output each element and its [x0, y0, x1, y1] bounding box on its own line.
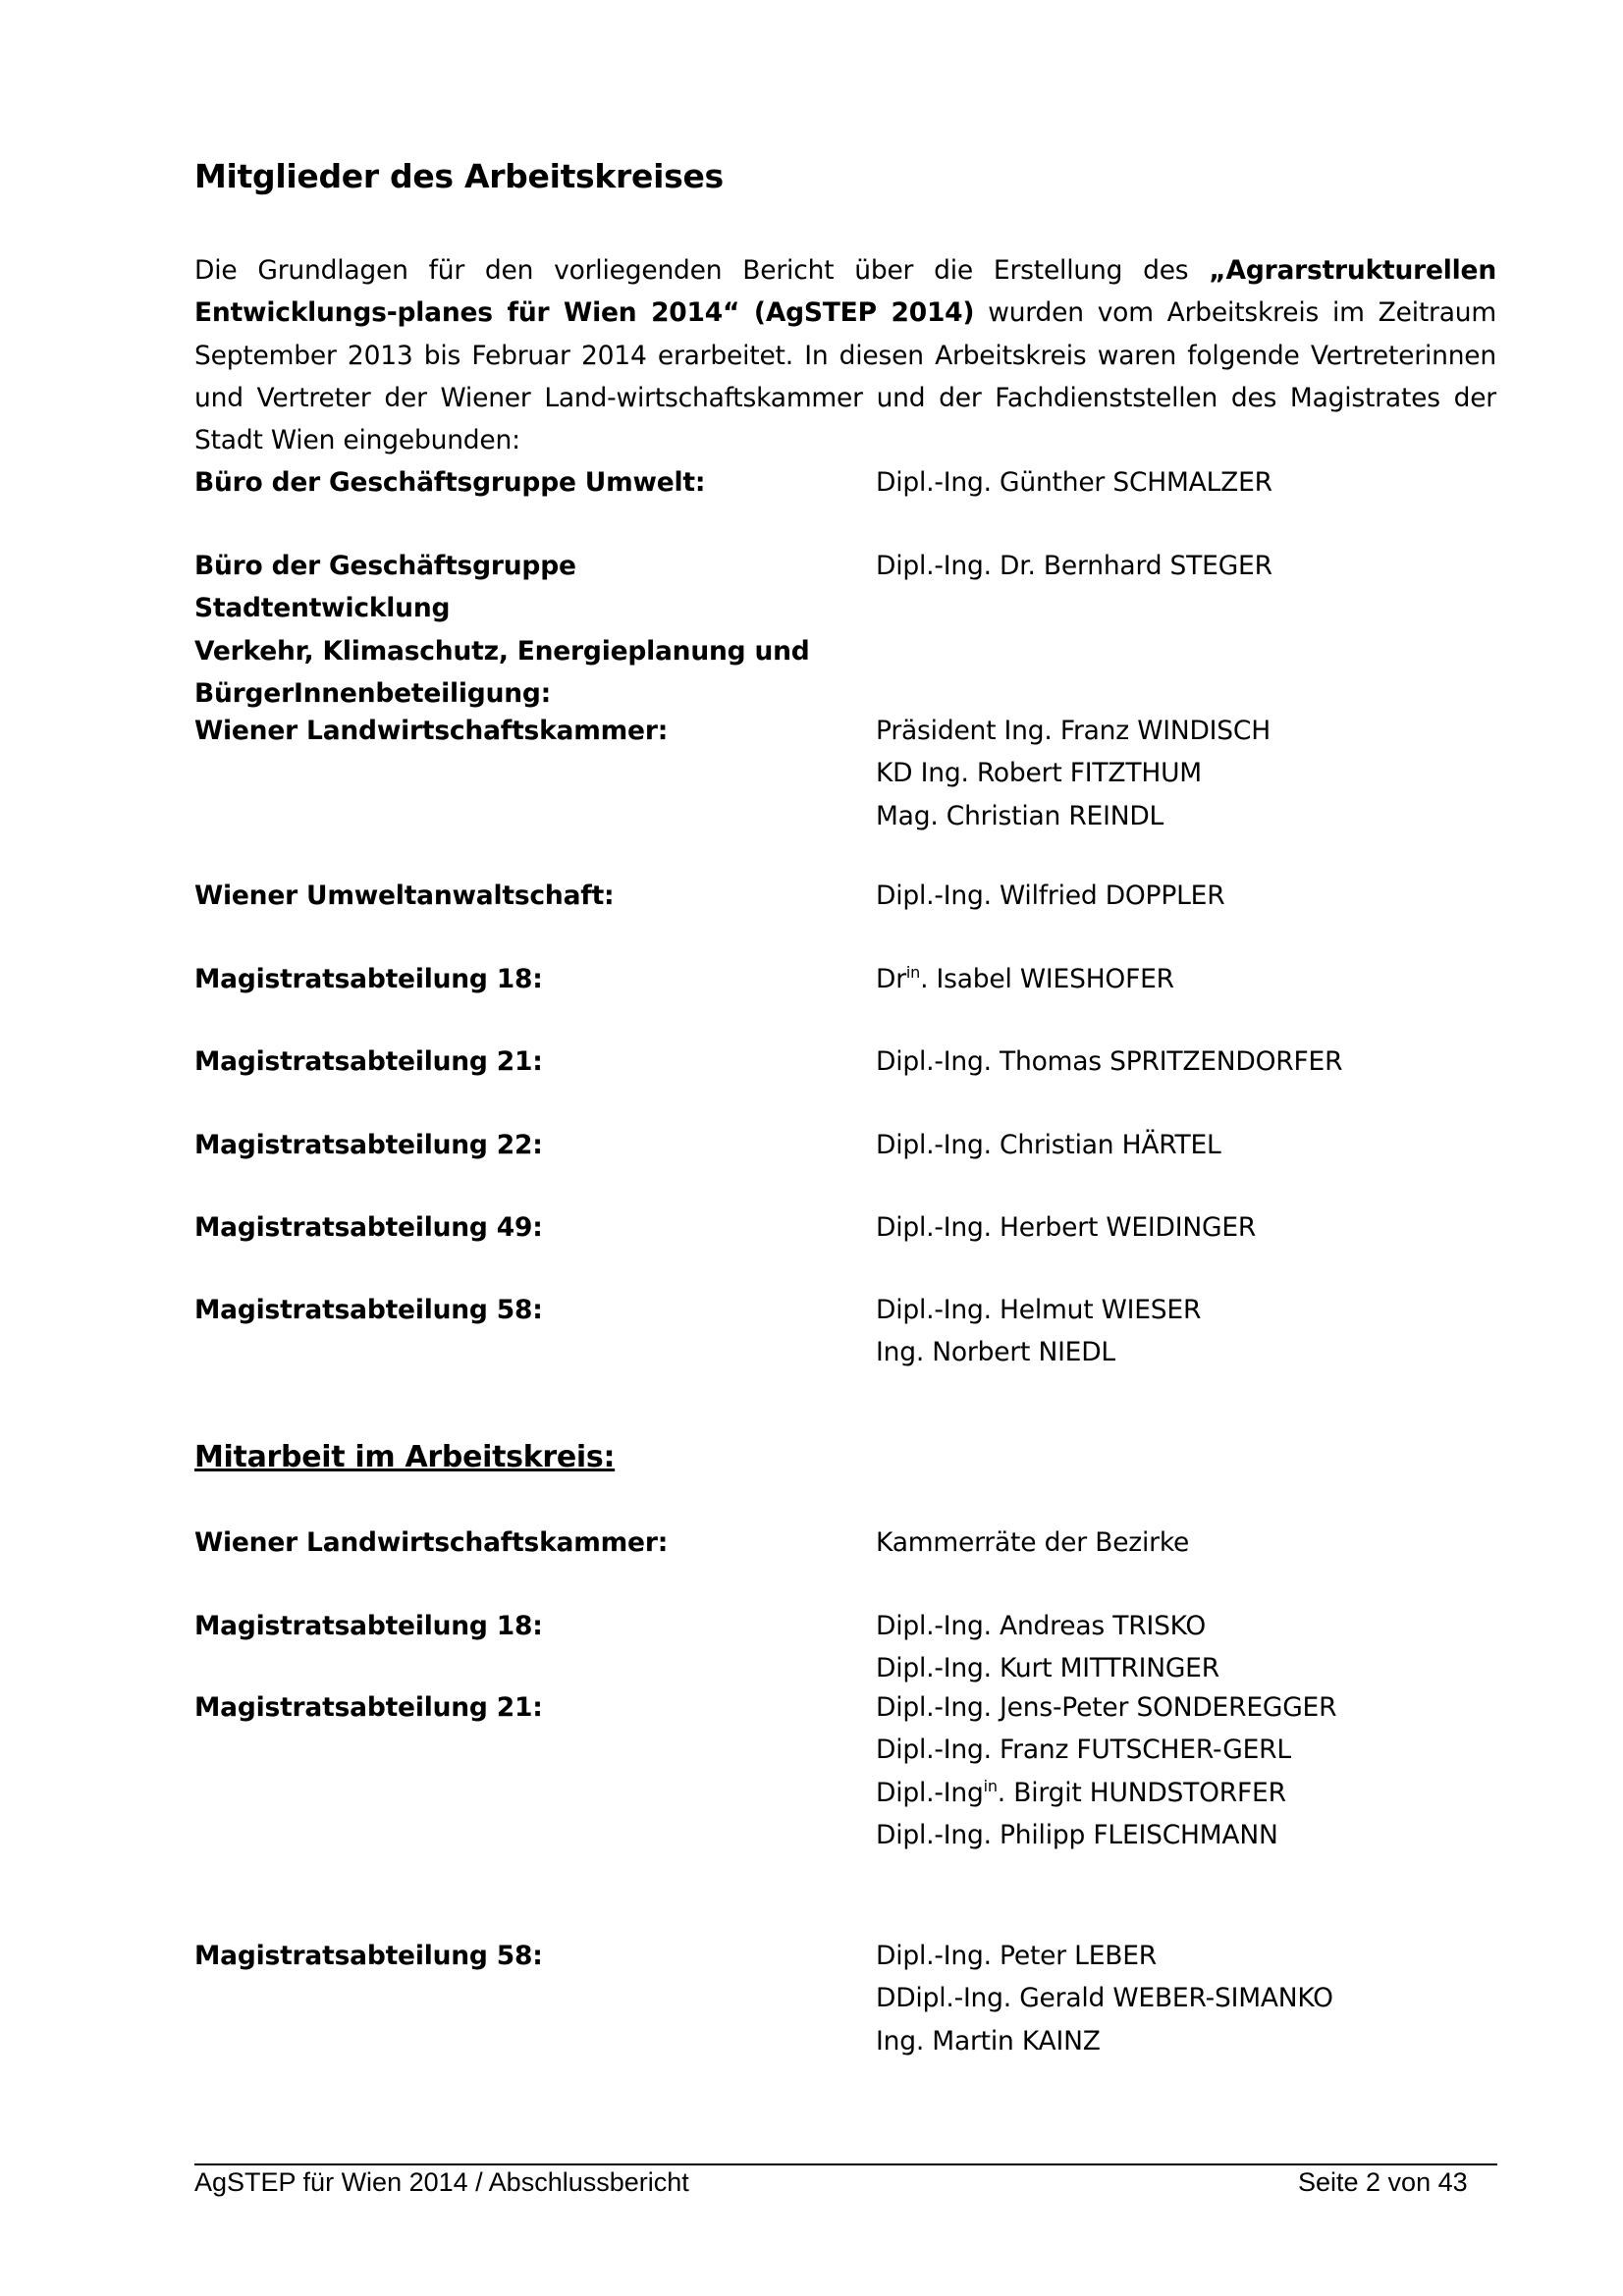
- name-text: . Isabel WIESHOFER: [920, 964, 1174, 994]
- organization-label: Magistratsabteilung 58:: [194, 1941, 543, 1971]
- representative-name: [876, 1206, 1504, 1249]
- collab-heading: Mitarbeit im Arbeitskreis:: [194, 1440, 616, 1474]
- representative-names: [876, 545, 1504, 587]
- name-text: Dipl.-Ing. Franz FUTSCHER-GERL: [876, 1735, 1291, 1766]
- name-text: Dipl.-Ing. Philipp FLEISCHMANN: [876, 1819, 1278, 1850]
- representative-names: [876, 875, 1504, 917]
- intro-text-2: wurden vom Arbeitskreis im Zeitraum September 2013 bis Februar 2014 erarbeitet. In diesen Arbeitskreis waren folgende Vertreterinnen und Vertreter der Wiener Land-wirtschaftskammer und der Fachdienststellen des Magistrates der Stadt Wien eingebunden:: [194, 297, 1496, 456]
- intro-text-bold: „Agrarstrukturellen Entwicklungs-planes für Wien 2014“ (AgSTEP 2014): [194, 255, 1496, 329]
- name-text: Dipl.-Ing. Dr. Bernhard STEGER: [876, 551, 1272, 581]
- name-text: Mag. Christian REINDL: [876, 800, 1164, 831]
- representative-names: [876, 710, 1504, 837]
- name-text: Dipl.-Ing. Herbert WEIDINGER: [876, 1212, 1257, 1243]
- representative-name: [876, 1729, 1504, 1771]
- footer-title: AgSTEP für Wien 2014 / Abschlussbericht: [194, 2167, 689, 2197]
- intro-paragraph: [194, 249, 1496, 461]
- representative-name: [876, 1331, 1504, 1373]
- representative-name: [876, 1041, 1504, 1083]
- intro-text-1: Die Grundlagen für den vorliegenden Bericht über die Erstellung des: [194, 255, 1210, 286]
- name-text: Dipl.-Ing. Helmut WIESER: [876, 1295, 1202, 1325]
- representative-name: [876, 545, 1504, 587]
- representative-names: [876, 461, 1504, 504]
- representative-name: [876, 1977, 1504, 2019]
- representative-name: [876, 1814, 1504, 1856]
- representative-name: [876, 1772, 1504, 1814]
- page-title: Mitglieder des Arbeitskreises: [194, 157, 724, 195]
- representative-names: [876, 1522, 1504, 1564]
- name-text: DDipl.-Ing. Gerald WEBER-SIMANKO: [876, 1983, 1333, 2014]
- representative-name: [876, 2020, 1504, 2062]
- representative-name: [876, 461, 1504, 504]
- name-text: Kammerräte der Bezirke: [876, 1527, 1190, 1558]
- organization-label: Magistratsabteilung 18:: [194, 964, 543, 994]
- name-text: Ing. Norbert NIEDL: [876, 1337, 1115, 1368]
- name-text: Dipl.-Ing. Christian HÄRTEL: [876, 1130, 1221, 1160]
- representative-name: [876, 875, 1504, 917]
- organization-label: Magistratsabteilung 21:: [194, 1692, 543, 1723]
- name-text: Dipl.-Ing. Jens-Peter SONDEREGGER: [876, 1692, 1337, 1723]
- representative-names: [876, 1289, 1504, 1374]
- representative-name: [876, 710, 1504, 752]
- representative-names: [876, 958, 1504, 1000]
- representative-names: [876, 1206, 1504, 1249]
- representative-name: [876, 1686, 1504, 1729]
- organization-label: Wiener Umweltanwaltschaft:: [194, 881, 615, 911]
- representative-name: [876, 1935, 1504, 1977]
- representative-names: [876, 1041, 1504, 1083]
- name-text: KD Ing. Robert FITZTHUM: [876, 758, 1202, 789]
- name-text: Dipl.-Ing. Kurt MITTRINGER: [876, 1653, 1219, 1684]
- organization-label: Büro der Geschäftsgruppe Umwelt:: [194, 467, 706, 498]
- title-prefix: Dipl.-Ing: [876, 1777, 984, 1808]
- title-superscript: in: [905, 963, 921, 983]
- name-text: Präsident Ing. Franz WINDISCH: [876, 716, 1271, 746]
- name-text: . Birgit HUNDSTORFER: [997, 1777, 1286, 1808]
- name-text: Dipl.-Ing. Thomas SPRITZENDORFER: [876, 1046, 1343, 1077]
- representative-names: [876, 1935, 1504, 2062]
- organization-label: Büro der Geschäftsgruppe Stadtentwicklung Verkehr, Klimaschutz, Energieplanung und BürgerInnenbeteiligung:: [194, 551, 810, 709]
- title-superscript: in: [983, 1776, 998, 1795]
- name-text: Dipl.-Ing. Günther SCHMALZER: [876, 467, 1272, 498]
- representative-name: [876, 1522, 1504, 1564]
- representative-names: [876, 1124, 1504, 1166]
- name-text: Dipl.-Ing. Andreas TRISKO: [876, 1611, 1207, 1641]
- organization-label: Magistratsabteilung 58:: [194, 1295, 543, 1325]
- organization-label: Magistratsabteilung 21:: [194, 1046, 543, 1077]
- title-prefix: Dr: [876, 964, 906, 994]
- representative-name: [876, 1647, 1504, 1689]
- organization-label: Magistratsabteilung 22:: [194, 1130, 543, 1160]
- representative-name: [876, 1605, 1504, 1647]
- footer-page-number: Seite 2 von 43: [1298, 2167, 1468, 2197]
- organization-label: Magistratsabteilung 49:: [194, 1212, 543, 1243]
- organization-label: Magistratsabteilung 18:: [194, 1611, 543, 1641]
- representative-names: [876, 1686, 1504, 1856]
- organization-label: Wiener Landwirtschaftskammer:: [194, 1527, 669, 1558]
- representative-name: [876, 958, 1504, 1000]
- representative-names: [876, 1605, 1504, 1690]
- footer-divider: [194, 2163, 1497, 2165]
- organization-label: Wiener Landwirtschaftskammer:: [194, 716, 669, 746]
- name-text: Ing. Martin KAINZ: [876, 2025, 1101, 2056]
- representative-name: [876, 1124, 1504, 1166]
- representative-name: [876, 795, 1504, 837]
- representative-name: [876, 752, 1504, 794]
- representative-name: [876, 1289, 1504, 1331]
- name-text: Dipl.-Ing. Peter LEBER: [876, 1941, 1158, 1971]
- name-text: Dipl.-Ing. Wilfried DOPPLER: [876, 881, 1225, 911]
